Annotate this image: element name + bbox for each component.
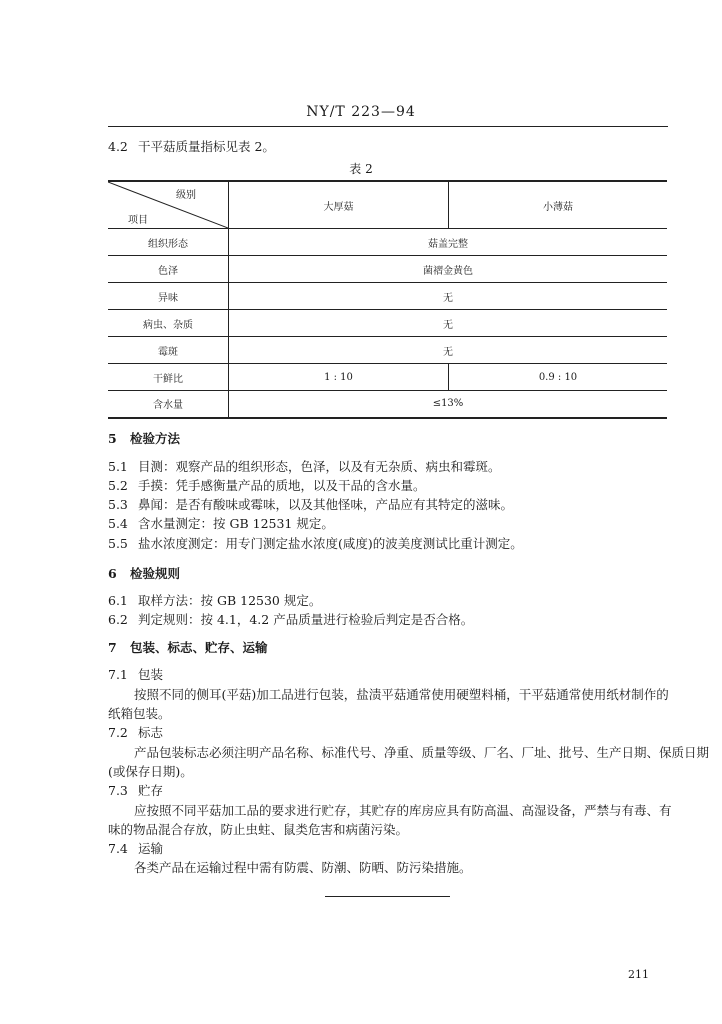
clause-7-1-heading [108, 666, 163, 684]
section-number: 5 [108, 431, 117, 446]
table-row [108, 310, 667, 337]
clause-number: 5.3 [108, 497, 128, 512]
end-rule [325, 896, 450, 897]
ratio-small: 0.9 : 10 [449, 364, 668, 391]
clause-number: 5.5 [108, 536, 128, 551]
section-6-heading [108, 565, 180, 583]
clause-7-3-line-2: 味的物品混合存放，防止虫蛀、鼠类危害和病菌污染。 [108, 822, 409, 837]
row-item: 病虫、杂质 [108, 310, 229, 337]
col-header-large: 大厚菇 [229, 181, 449, 229]
row-value: 无 [229, 283, 668, 310]
table-row [108, 229, 667, 256]
table-row-moisture [108, 391, 667, 418]
table-caption: 表 2 [349, 162, 373, 176]
row-item: 组织形态 [108, 229, 229, 256]
clause-number: 7.3 [108, 783, 128, 798]
clause-number: 6.1 [108, 593, 128, 608]
clause-4-2 [108, 138, 275, 156]
clause-number: 5.1 [108, 459, 128, 474]
section-title: 检验规则 [130, 566, 181, 581]
clause-6-2 [108, 611, 473, 629]
section-5-heading [108, 430, 180, 448]
clause-title: 标志 [138, 725, 164, 740]
table-row [108, 337, 667, 364]
row-value: 无 [229, 337, 668, 364]
row-value: ≤13% [229, 391, 668, 418]
clause-text: 含水量测定：按 GB 12531 规定。 [138, 516, 334, 531]
quality-table [108, 180, 667, 419]
clause-7-1-line-2: 纸箱包装。 [108, 706, 171, 721]
ratio-large: 1 : 10 [229, 364, 449, 391]
clause-7-3-line-1: 应按照不同平菇加工品的要求进行贮存，其贮存的库房应具有防高温、高湿设备，严禁与有毒、有 [134, 803, 672, 818]
item-label: 项目 [128, 215, 148, 226]
row-value: 无 [229, 310, 668, 337]
row-item: 色泽 [108, 256, 229, 283]
clause-7-3-heading [108, 782, 163, 800]
table-header-row [108, 181, 667, 229]
row-value: 菇盖完整 [229, 229, 668, 256]
section-title: 检验方法 [130, 431, 181, 446]
clause-text: 干平菇质量指标见表 2。 [138, 139, 275, 154]
section-7-heading [108, 639, 268, 657]
clause-number: 7.1 [108, 667, 128, 682]
clause-7-1-line-1: 按照不同的侧耳(平菇)加工品进行包装，盐渍平菇通常使用硬塑料桶，干平菇通常使用纸材制作的 [134, 687, 669, 702]
clause-title: 包装 [138, 667, 164, 682]
clause-7-2-line-2: (或保存日期)。 [108, 764, 193, 779]
clause-number: 5.4 [108, 516, 128, 531]
clause-5-2 [108, 477, 426, 495]
standard-header: NY/T 223—94 [306, 104, 416, 120]
clause-text: 手摸：凭手感衡量产品的质地，以及干品的含水量。 [138, 478, 426, 493]
row-item: 霉斑 [108, 337, 229, 364]
clause-text: 目测：观察产品的组织形态，色泽，以及有无杂质、病虫和霉斑。 [138, 459, 501, 474]
clause-title: 运输 [138, 841, 164, 856]
table-row-ratio [108, 364, 667, 391]
row-value: 菌褶金黄色 [229, 256, 668, 283]
col-header-small: 小薄菇 [449, 181, 668, 229]
clause-number: 6.2 [108, 612, 128, 627]
diagonal-line [108, 182, 228, 228]
clause-number: 7.4 [108, 841, 128, 856]
clause-7-2-heading [108, 724, 163, 742]
page-number: 211 [628, 968, 649, 981]
clause-5-5 [108, 535, 523, 553]
row-item: 异味 [108, 283, 229, 310]
header-rule [108, 126, 668, 127]
section-title: 包装、标志、贮存、运输 [130, 640, 268, 655]
clause-text: 盐水浓度测定：用专门测定盐水浓度(咸度)的波美度测试比重计测定。 [138, 536, 523, 551]
clause-7-2-line-1: 产品包装标志必须注明产品名称、标准代号、净重、质量等级、厂名、厂址、批号、生产日期、保质日期 [134, 745, 710, 760]
row-item: 含水量 [108, 391, 229, 418]
table-row [108, 256, 667, 283]
clause-text: 判定规则：按 4.1，4.2 产品质量进行检验后判定是否合格。 [138, 612, 474, 627]
clause-text: 鼻闻：是否有酸味或霉味，以及其他怪味，产品应有其特定的滋味。 [138, 497, 514, 512]
clause-text: 取样方法：按 GB 12530 规定。 [138, 593, 322, 608]
clause-number: 5.2 [108, 478, 128, 493]
clause-number: 7.2 [108, 725, 128, 740]
table-row [108, 283, 667, 310]
grade-label: 级别 [176, 190, 196, 201]
clause-7-4-line-1: 各类产品在运输过程中需有防震、防潮、防晒、防污染措施。 [134, 860, 472, 875]
clause-5-3 [108, 496, 513, 514]
clause-5-1 [108, 458, 501, 476]
clause-6-1 [108, 592, 321, 610]
clause-title: 贮存 [138, 783, 164, 798]
clause-7-4-heading [108, 840, 163, 858]
clause-number: 4.2 [108, 139, 128, 154]
diagonal-header-cell [108, 181, 229, 229]
clause-5-4 [108, 515, 334, 533]
section-number: 7 [108, 640, 117, 655]
row-item: 干鲜比 [108, 364, 229, 391]
section-number: 6 [108, 566, 117, 581]
